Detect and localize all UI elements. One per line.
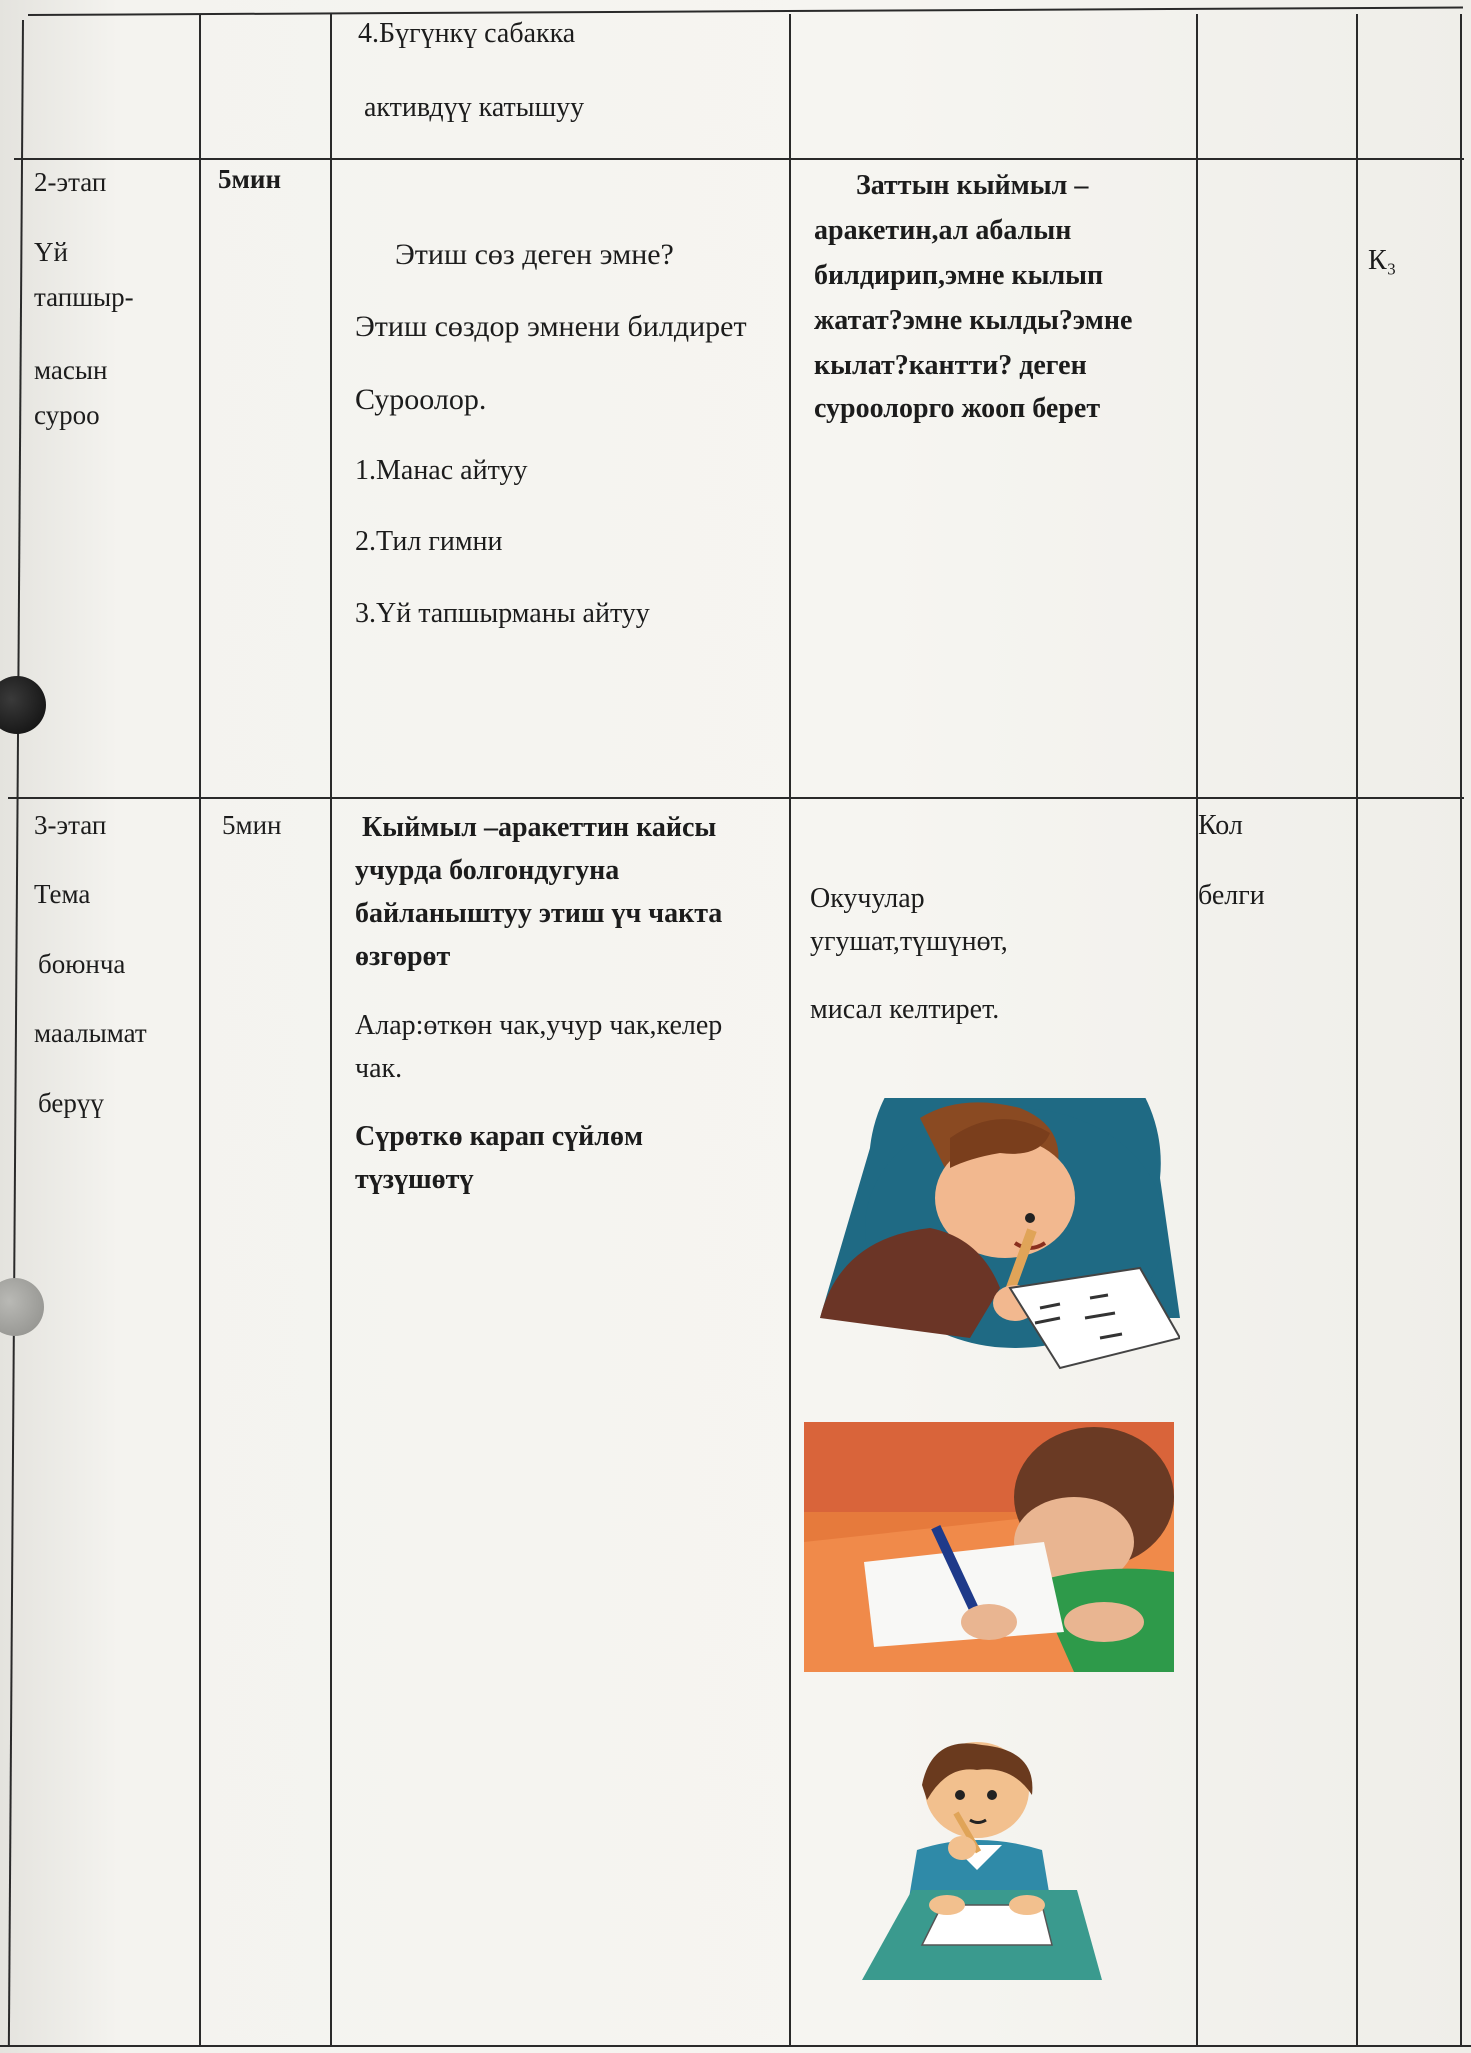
row2-time: 5мин [218, 164, 282, 194]
row2-stage-line: тапшыр- [34, 282, 134, 312]
col-divider-student [1196, 14, 1198, 2045]
row3-stage-line: 3-этап [34, 810, 107, 840]
row3-teacher-line: Кыймыл –аракеттин кайсы [362, 812, 717, 843]
boy-writing-cartoon-icon [800, 1098, 1180, 1398]
col-divider-stage [199, 14, 201, 2045]
row2-stage-line: Үй [34, 237, 68, 267]
row3-resources-line: белги [1198, 880, 1265, 911]
row2-teacher-line: Этиш сөз деген эмне? [395, 238, 674, 271]
row2-student-line: суроолорго жооп берет [814, 393, 1101, 424]
row3-teacher-line: өзгөрөт [355, 941, 451, 972]
row3-teacher-line: учурда болгондугуна [355, 855, 620, 886]
row3-student-line: Окучулар [810, 883, 925, 914]
row2-student-line: Заттын кыймыл – [856, 170, 1089, 201]
row2-teacher-line: 3.Үй тапшырманы айтуу [355, 598, 650, 629]
col-divider-resources [1356, 14, 1358, 2045]
row3-teacher-line: Сүрөткө карап сүйлөм [355, 1121, 644, 1152]
col-divider-teacher [789, 14, 791, 2045]
col-divider-time [330, 14, 332, 2045]
row3-stage-line: Тема [34, 879, 91, 909]
row-divider-2 [8, 797, 1464, 799]
row2-teacher-line: 1.Манас айтуу [355, 455, 528, 486]
binder-hole-top [0, 676, 46, 734]
row2-student-line: билдирип,эмне кылып [814, 260, 1104, 291]
boy-writing-photo-icon [804, 1422, 1174, 1672]
row2-student-line: кылат?кантти? деген [814, 350, 1087, 381]
row3-stage-line: маалымат [34, 1018, 147, 1048]
row3-teacher-line: байланыштуу этиш үч чакта [355, 898, 723, 929]
row1-activity-line-2: активдүү катышуу [364, 92, 585, 123]
boy-thinking-at-desk-icon [852, 1740, 1122, 1990]
table-bottom-border [0, 2045, 1471, 2047]
row3-teacher-line: чак. [355, 1053, 403, 1084]
row3-stage-line: боюнча [38, 949, 126, 979]
row2-student-line: аракетин,ал абалын [814, 215, 1072, 246]
binder-hole-middle [0, 1278, 44, 1336]
row3-student-line: мисал келтирет. [810, 994, 1000, 1025]
row2-stage-line: 2-этап [34, 167, 107, 197]
row2-teacher-line: 2.Тил гимни [355, 526, 503, 557]
row2-student-line: жатат?эмне кылды?эмне [814, 305, 1133, 336]
row3-time: 5мин [222, 810, 282, 840]
row3-stage-line: берүү [38, 1088, 104, 1118]
row3-resources-line: Кол [1198, 810, 1243, 841]
row2-teacher-line: Суроолор. [355, 383, 487, 416]
row3-teacher-line: түзүшөтү [355, 1164, 474, 1195]
row2-criteria: К₃ [1368, 245, 1397, 276]
table-top-border [28, 6, 1463, 16]
row1-activity-line-1: 4.Бүгүнкү сабакка [358, 18, 576, 49]
row2-stage-line: суроо [34, 400, 100, 430]
row2-stage-line: масын [34, 355, 108, 385]
row3-student-line: угушат,түшүнөт, [810, 926, 1008, 957]
table-left-border [8, 20, 24, 2045]
table-right-border [1460, 14, 1462, 2045]
row2-teacher-line: Этиш сөздор эмнени билдирет [355, 310, 747, 343]
row3-teacher-line: Алар:өткөн чак,учур чак,келер [355, 1010, 723, 1041]
